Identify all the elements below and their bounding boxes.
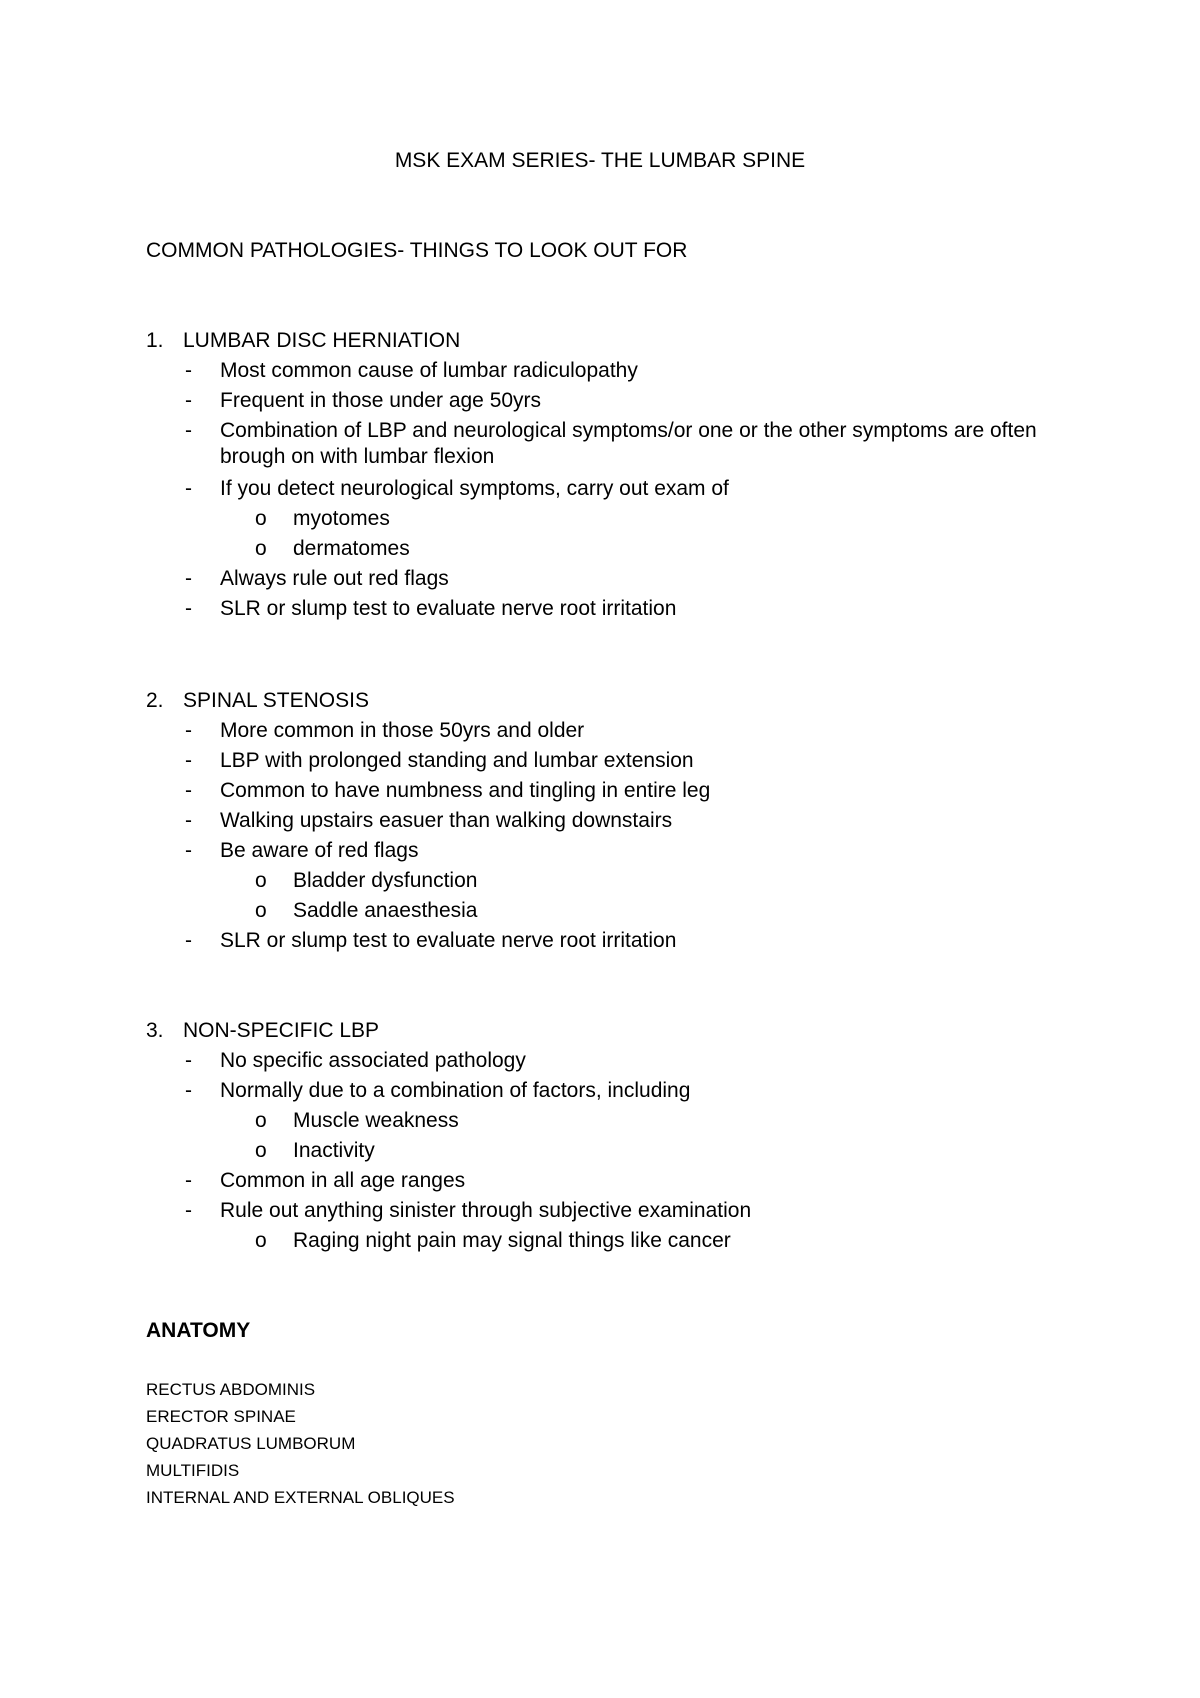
list-item [146, 838, 1106, 868]
list-item [146, 476, 1106, 506]
list-item-text: Combination of LBP and neurological symptoms/or one or the other symptoms are often brough on with lumbar flexion [220, 419, 1037, 468]
list-item [146, 718, 1106, 748]
list-item-text: Common in all age ranges [220, 1169, 466, 1192]
dash-bullet: - [185, 1199, 192, 1222]
list-item-text: Inactivity [293, 1139, 375, 1162]
circle-bullet: o [255, 1109, 267, 1132]
sub-list-item [146, 506, 1106, 536]
list-item [146, 596, 1106, 626]
section-heading [146, 1018, 1106, 1048]
circle-bullet: o [255, 1139, 267, 1162]
sub-list-item [146, 898, 1106, 928]
circle-bullet: o [255, 1229, 267, 1252]
list-item-text: Be aware of red flags [220, 839, 419, 862]
sub-list-item [146, 536, 1106, 566]
circle-bullet: o [255, 899, 267, 922]
list-item [146, 388, 1106, 418]
dash-bullet: - [185, 929, 192, 952]
dash-bullet: - [185, 1049, 192, 1072]
list-item-text: Always rule out red flags [220, 567, 449, 590]
list-item [146, 748, 1106, 778]
section-title: LUMBAR DISC HERNIATION [183, 329, 461, 352]
section-title: NON-SPECIFIC LBP [183, 1019, 380, 1042]
circle-bullet: o [255, 507, 267, 530]
list-item [146, 808, 1106, 838]
dash-bullet: - [185, 567, 192, 590]
circle-bullet: o [255, 869, 267, 892]
anatomy-item: QUADRATUS LUMBORUM [146, 1434, 356, 1453]
dash-bullet: - [185, 389, 192, 412]
list-item-text: SLR or slump test to evaluate nerve root irritation [220, 929, 677, 952]
list-item-text: Rule out anything sinister through subjective examination [220, 1199, 752, 1222]
list-item-text: Bladder dysfunction [293, 869, 478, 892]
list-item-text: Most common cause of lumbar radiculopathy [220, 359, 638, 382]
dash-bullet: - [185, 1169, 192, 1192]
list-item-text: LBP with prolonged standing and lumbar extension [220, 749, 694, 772]
list-item-text: No specific associated pathology [220, 1049, 526, 1072]
anatomy-item: MULTIFIDIS [146, 1461, 240, 1480]
list-item [146, 1048, 1106, 1078]
list-item-text: myotomes [293, 507, 390, 530]
sub-list-item [146, 1228, 1106, 1258]
list-item [146, 1078, 1106, 1108]
section-number: 2. [146, 689, 164, 712]
document-title: MSK EXAM SERIES- THE LUMBAR SPINE [394, 149, 806, 172]
anatomy-item: RECTUS ABDOMINIS [146, 1380, 316, 1399]
dash-bullet: - [185, 477, 192, 500]
anatomy-item: ERECTOR SPINAE [146, 1407, 296, 1426]
sub-list-item [146, 1138, 1106, 1168]
dash-bullet: - [185, 1079, 192, 1102]
dash-bullet: - [185, 359, 192, 382]
list-item-text: dermatomes [293, 537, 410, 560]
section-number: 3. [146, 1019, 164, 1042]
list-item-text: Frequent in those under age 50yrs [220, 389, 542, 412]
section-number: 1. [146, 329, 164, 352]
list-item [146, 566, 1106, 596]
dash-bullet: - [185, 839, 192, 862]
section-subtitle: COMMON PATHOLOGIES- THINGS TO LOOK OUT FOR [146, 239, 688, 262]
list-item-text: Saddle anaesthesia [293, 899, 478, 922]
list-item [146, 928, 1106, 958]
section-lumbar-disc-herniation [146, 328, 1106, 626]
circle-bullet: o [255, 537, 267, 560]
dash-bullet: - [185, 719, 192, 742]
section-spinal-stenosis [146, 688, 1106, 958]
dash-bullet: - [185, 749, 192, 772]
list-item [146, 1168, 1106, 1198]
dash-bullet: - [185, 809, 192, 832]
section-non-specific-lbp [146, 1018, 1106, 1258]
list-item [146, 418, 1106, 476]
list-item [146, 358, 1106, 388]
list-item-text: Muscle weakness [293, 1109, 459, 1132]
anatomy-item: INTERNAL AND EXTERNAL OBLIQUES [146, 1488, 455, 1507]
list-item [146, 778, 1106, 808]
section-heading [146, 688, 1106, 718]
list-item-text: More common in those 50yrs and older [220, 719, 585, 742]
list-item-text: Common to have numbness and tingling in entire leg [220, 779, 711, 802]
dash-bullet: - [185, 597, 192, 620]
list-item-text: If you detect neurological symptoms, carry out exam of [220, 477, 729, 500]
list-item-text: Walking upstairs easuer than walking downstairs [220, 809, 673, 832]
anatomy-list [146, 1376, 455, 1511]
list-item-text: Raging night pain may signal things like cancer [293, 1229, 731, 1252]
section-title: SPINAL STENOSIS [183, 689, 369, 712]
sub-list-item [146, 1108, 1106, 1138]
list-item-text: SLR or slump test to evaluate nerve root irritation [220, 597, 677, 620]
sub-list-item [146, 868, 1106, 898]
dash-bullet: - [185, 779, 192, 802]
list-item [146, 1198, 1106, 1228]
dash-bullet: - [185, 419, 192, 442]
anatomy-heading: ANATOMY [146, 1319, 251, 1342]
list-item-text: Normally due to a combination of factors, including [220, 1079, 691, 1102]
section-heading [146, 328, 1106, 358]
